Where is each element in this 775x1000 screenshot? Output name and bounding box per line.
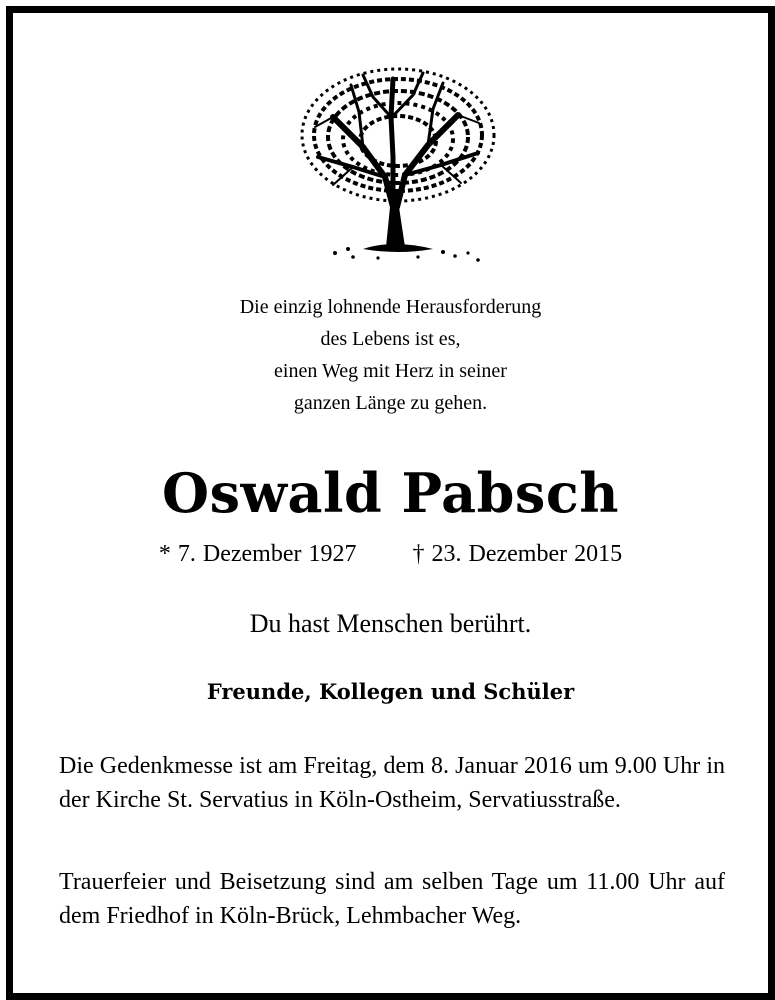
tagline: Du hast Menschen berührt. bbox=[249, 609, 532, 638]
quote-line-4: ganzen Länge zu gehen. bbox=[293, 392, 488, 414]
obituary-frame bbox=[6, 6, 775, 1000]
funeral-info: Trauerfeier und Beisetzung sind am selben Tage um 11.00 Uhr auf dem Friedhof in Köln-Brück, Lehmbacher Weg. bbox=[59, 869, 725, 929]
quote-block bbox=[13, 291, 768, 419]
quote-line-2: des Lebens ist es, bbox=[320, 328, 461, 350]
life-dates bbox=[13, 541, 768, 568]
tree-icon bbox=[293, 57, 503, 267]
quote-line-1: Die einzig lohnende Herausforderung bbox=[239, 296, 542, 318]
death-date: † 23. Dezember 2015 bbox=[412, 541, 623, 567]
signers: Freunde, Kollegen und Schüler bbox=[206, 679, 575, 704]
deceased-name: Oswald Pabsch bbox=[162, 461, 619, 525]
memorial-mass-info: Die Gedenkmesse ist am Freitag, dem 8. Januar 2016 um 9.00 Uhr in der Kirche St. Servatius in Köln-Ostheim, Servatiusstraße. bbox=[59, 753, 725, 813]
quote-line-3: einen Weg mit Herz in seiner bbox=[274, 360, 507, 382]
birth-date: * 7. Dezember 1927 bbox=[158, 541, 357, 567]
